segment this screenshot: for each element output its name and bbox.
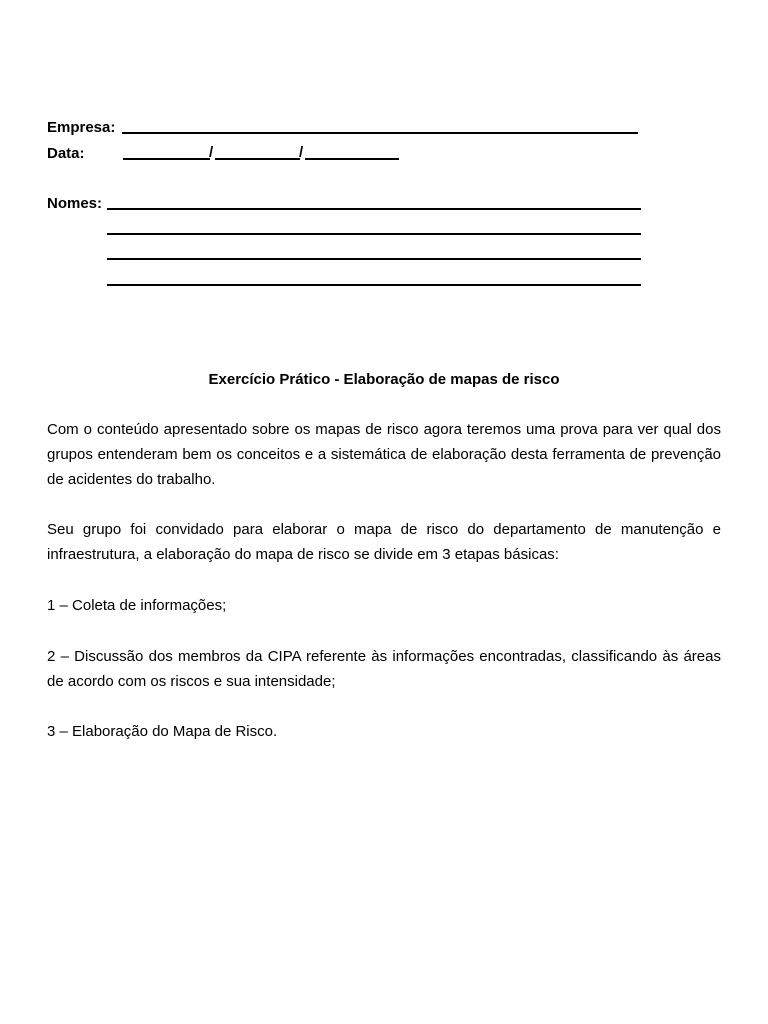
empresa-blank-line [122, 132, 638, 134]
step-3: 3 – Elaboração do Mapa de Risco. [47, 723, 278, 740]
paragraph-task: Seu grupo foi convidado para elaborar o mapa de risco do departamento de manutenção e infraestrutura, a elaboração do mapa de risco se divide em 3 etapas básicas: [47, 521, 721, 563]
step-2: 2 – Discussão dos membros da CIPA referente às informações encontradas, classificando às áreas de acordo com os riscos e sua intensidade; [47, 648, 721, 690]
date-day-blank [123, 158, 210, 160]
nomes-blank-line-2 [107, 233, 641, 235]
date-year-blank [305, 158, 399, 160]
exercise-title: Exercício Prático - Elaboração de mapas de risco [208, 371, 560, 388]
empresa-label: Empresa: [47, 119, 116, 136]
data-label: Data: [47, 145, 85, 162]
date-separator-2: / [299, 144, 304, 161]
nomes-blank-line-3 [107, 258, 641, 260]
nomes-blank-line-4 [107, 284, 641, 286]
date-separator-1: / [209, 144, 214, 161]
paragraph-intro: Com o conteúdo apresentado sobre os mapas de risco agora teremos uma prova para ver qual dos grupos entenderam bem os conceitos e a sistemática de elaboração desta ferramenta de prevenção de acidentes do trabalho. [47, 421, 721, 488]
date-month-blank [215, 158, 300, 160]
step-1: 1 – Coleta de informações; [47, 597, 227, 614]
nomes-label: Nomes: [47, 195, 103, 212]
nomes-blank-line-1 [107, 208, 641, 210]
